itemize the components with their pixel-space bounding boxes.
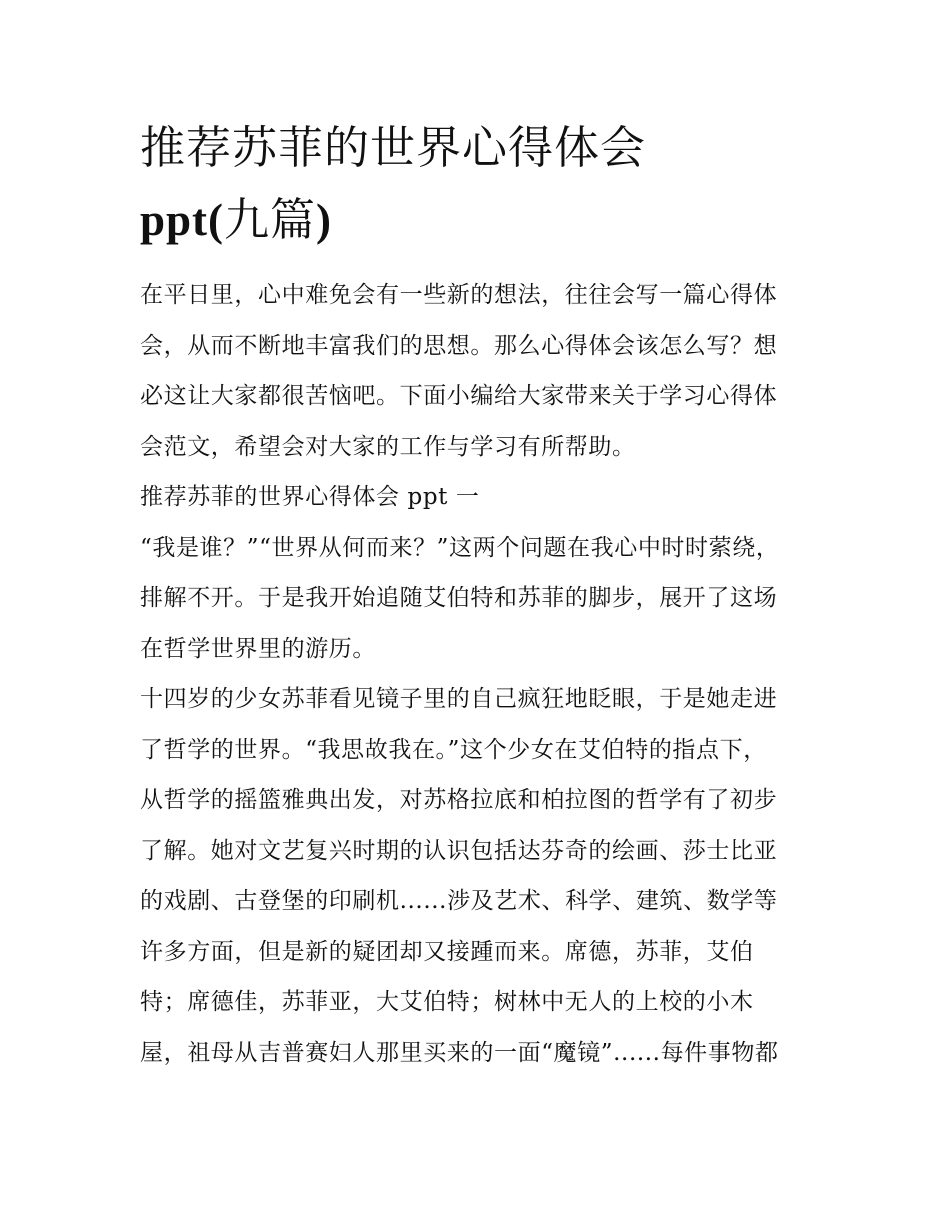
title-close-paren: ) bbox=[316, 195, 333, 245]
title-line-2 bbox=[140, 184, 815, 256]
text-line: 会，从而不断地丰富我们的思想。那么心得体会该怎么写？想 bbox=[140, 332, 778, 359]
document-title bbox=[140, 112, 815, 256]
text-line: 必这让大家都很苦恼吧。下面小编给大家带来关于学习心得体 bbox=[140, 383, 778, 409]
text-line: 的戏剧、古登堡的印刷机......涉及艺术、科学、建筑、数学等 bbox=[140, 888, 778, 914]
text-line: 排解不开。于是我开始追随艾伯特和苏菲的脚步，展开了这场 bbox=[140, 585, 778, 611]
text-line: 许多方面，但是新的疑团却又接踵而来。席德，苏菲，艾伯 bbox=[140, 938, 754, 965]
text-line: “我是谁？”“世界从何而来？”这两个问题在我心中时时萦绕， bbox=[140, 534, 780, 561]
text-line: 十四岁的少女苏菲看见镜子里的自己疯狂地眨眼，于是她走进 bbox=[140, 686, 778, 712]
document-page bbox=[140, 112, 815, 1078]
text-line: 了解。她对文艺复兴时期的认识包括达芬奇的绘画、莎士比亚 bbox=[140, 837, 778, 864]
text-line: 屋，祖母从吉普赛妇人那里买来的一面“魔镜”......每件事物都 bbox=[140, 1039, 779, 1066]
text-line: 从哲学的摇篮雅典出发，对苏格拉底和柏拉图的哲学有了初步 bbox=[140, 787, 778, 813]
text-line: 会范文，希望会对大家的工作与学习有所帮助。 bbox=[140, 433, 636, 460]
text-line: 在平日里，心中难免会有一些新的想法，往往会写一篇心得体 bbox=[140, 282, 778, 308]
section-heading: 推荐苏菲的世界心得体会 ppt 一 bbox=[140, 484, 480, 510]
title-cjk-part: 九篇 bbox=[224, 193, 317, 246]
text-line: 特；席德佳，苏菲亚，大艾伯特；树林中无人的上校的小木 bbox=[140, 989, 754, 1015]
document-body bbox=[140, 270, 815, 1078]
text-line: 了哲学的世界。“我思故我在。”这个少女在艾伯特的指点下， bbox=[140, 736, 767, 763]
title-latin-part: ppt( bbox=[140, 195, 225, 245]
title-line-1: 推荐苏菲的世界心得体会 bbox=[140, 121, 647, 174]
text-line: 在哲学世界里的游历。 bbox=[140, 635, 376, 662]
